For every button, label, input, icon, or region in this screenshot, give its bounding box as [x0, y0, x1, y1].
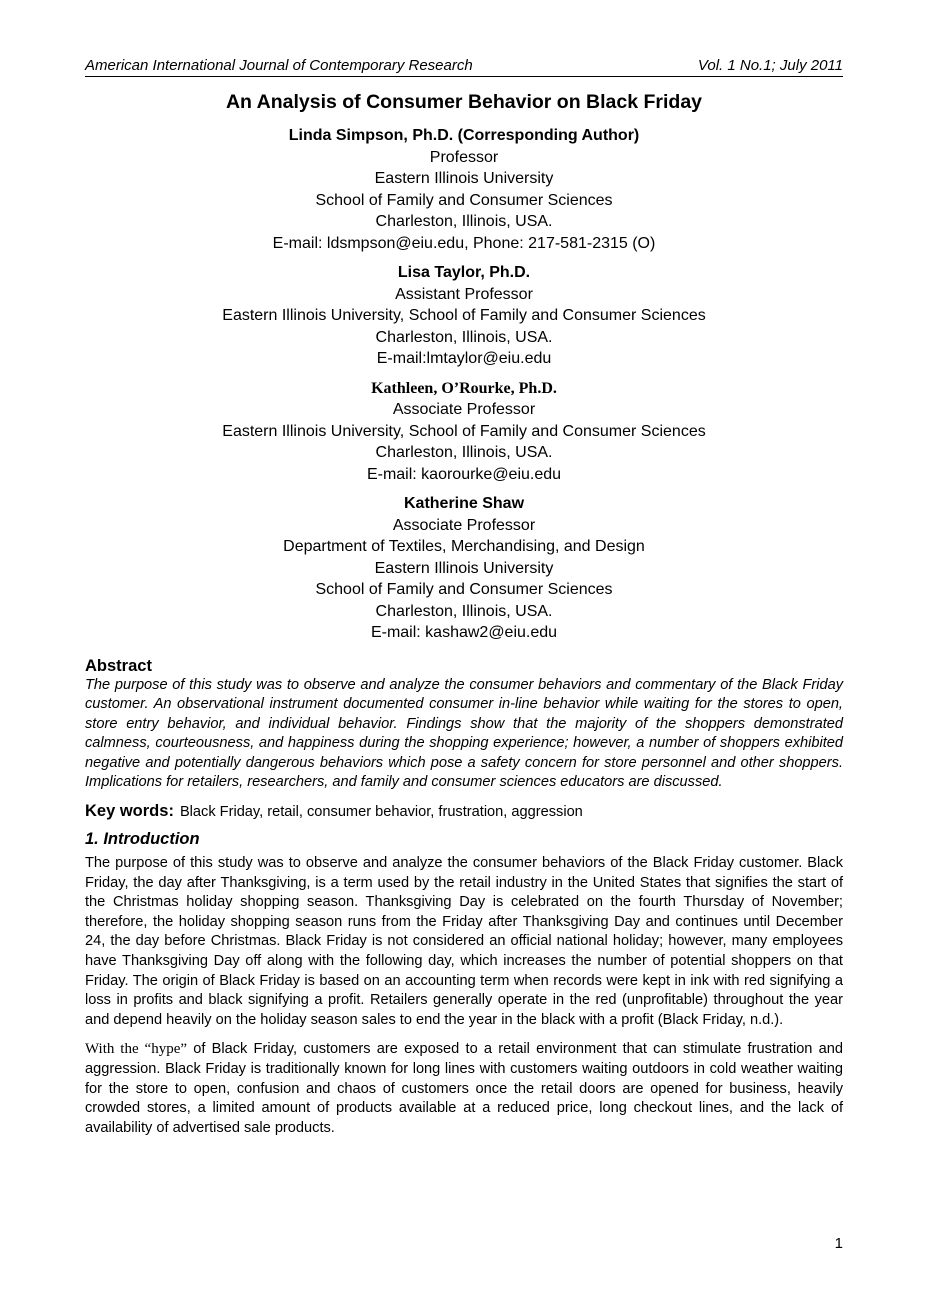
author-block [85, 378, 843, 486]
author-position: Assistant Professor [395, 285, 533, 303]
abstract-text: The purpose of this study was to observe and analyze the consumer behaviors and commentary of the Black Friday customer. An observational instrument documented consumer in-line behavior while waiting for the stores to open, store entry behavior, and individual behavior. Findings show that the majority of the shoppers demonstrated calmness, courteousness, and happiness during the shopping experience; however, a number of shoppers exhibited negative and potentially dangerous behaviors which pose a safety concern for store personnel and other shoppers. Implications for retailers, researchers, and family and consumer sciences educators are discussed. [85, 676, 843, 791]
volume-info: Vol. 1 No.1; July 2011 [697, 57, 843, 74]
section-heading-introduction: 1. Introduction [85, 830, 200, 849]
author-location: Charleston, Illinois, USA. [375, 602, 553, 620]
paragraph-lead: With the “hype” [85, 1041, 188, 1058]
author-name: Linda Simpson, Ph.D. (Corresponding Author) [288, 127, 640, 144]
introduction-paragraph: The purpose of this study was to observe and analyze the consumer behaviors of the Black Friday customer. Black Friday, the day after Thanksgiving, is a term used by the retail industry in the United States that signifies the start of the Christmas holiday shopping season. Thanksgiving Day is celebrated on the fourth Thursday of November; therefore, the holiday shopping season runs from the Friday after Thanksgiving Day and continues until December 24, the day before Christmas. Black Friday is not considered an official national holiday; however, many employees have Thanksgiving Day off along with the following day, which increases the number of potential shoppers on that Friday. The origin of Black Friday is based on an accounting term when records were kept in ink with red signifying a loss in profits and black signifying a profit. Retailers generally operate in the red (unprofitable) throughout the year and depend heavily on the holiday season sales to end the year in the black with a profit (Black Friday, n.d.). [85, 855, 843, 1028]
journal-name: American International Journal of Contemporary Research [85, 57, 473, 74]
running-header [85, 56, 843, 77]
author-affiliation: Eastern Illinois University [374, 559, 554, 577]
introduction-paragraph [85, 1040, 843, 1138]
page-number: 1 [834, 1235, 843, 1252]
author-contact: E-mail: kashaw2@eiu.edu [370, 624, 558, 641]
author-block [85, 493, 843, 644]
author-name: Lisa Taylor, Ph.D. [397, 264, 531, 281]
author-position: Professor [429, 148, 499, 166]
author-affiliation: Department of Textiles, Merchandising, and Design [283, 538, 645, 555]
paper-page [85, 56, 843, 1138]
author-contact: E-mail: ldsmpson@eiu.edu, Phone: 217-581-2315 (O) [272, 234, 656, 252]
abstract-heading: Abstract [85, 656, 152, 675]
author-location: Charleston, Illinois, USA. [375, 444, 553, 461]
author-affiliation: Eastern Illinois University [374, 170, 554, 187]
author-affiliation: Eastern Illinois University, School of Family and Consumer Sciences [222, 422, 706, 440]
author-affiliation: School of Family and Consumer Sciences [315, 191, 613, 209]
author-location: Charleston, Illinois, USA. [375, 213, 553, 230]
author-affiliation: School of Family and Consumer Sciences [315, 581, 613, 598]
author-block [85, 262, 843, 370]
paper-title: An Analysis of Consumer Behavior on Black Friday [225, 91, 703, 113]
keywords [85, 801, 843, 822]
author-block [85, 125, 843, 254]
author-name: Katherine Shaw [403, 495, 525, 512]
author-list [85, 125, 843, 644]
author-position: Associate Professor [392, 516, 536, 534]
author-contact: E-mail: kaorourke@eiu.edu [366, 465, 562, 483]
paragraph-body: of Black Friday, customers are exposed to a retail environment that can stimulate frustration and aggression. Black Friday is traditionally known for long lines with customers waiting outdoors in cold weather waiting for the store to open, confusion and chaos of customers once the retail doors are opened for business, heavily crowded stores, a limited amount of products available at a reduced price, long checkout lines, and the lack of availability of advertised sale products. [85, 1041, 843, 1136]
author-location: Charleston, Illinois, USA. [375, 328, 553, 346]
keywords-text: Black Friday, retail, consumer behavior, frustration, aggression [179, 804, 583, 821]
author-name: Kathleen, O’Rourke, Ph.D. [371, 379, 557, 397]
keywords-label: Key words: [85, 802, 174, 821]
author-affiliation: Eastern Illinois University, School of Family and Consumer Sciences [222, 307, 706, 324]
author-contact: E-mail:lmtaylor@eiu.edu [376, 350, 552, 367]
author-position: Associate Professor [392, 401, 536, 418]
